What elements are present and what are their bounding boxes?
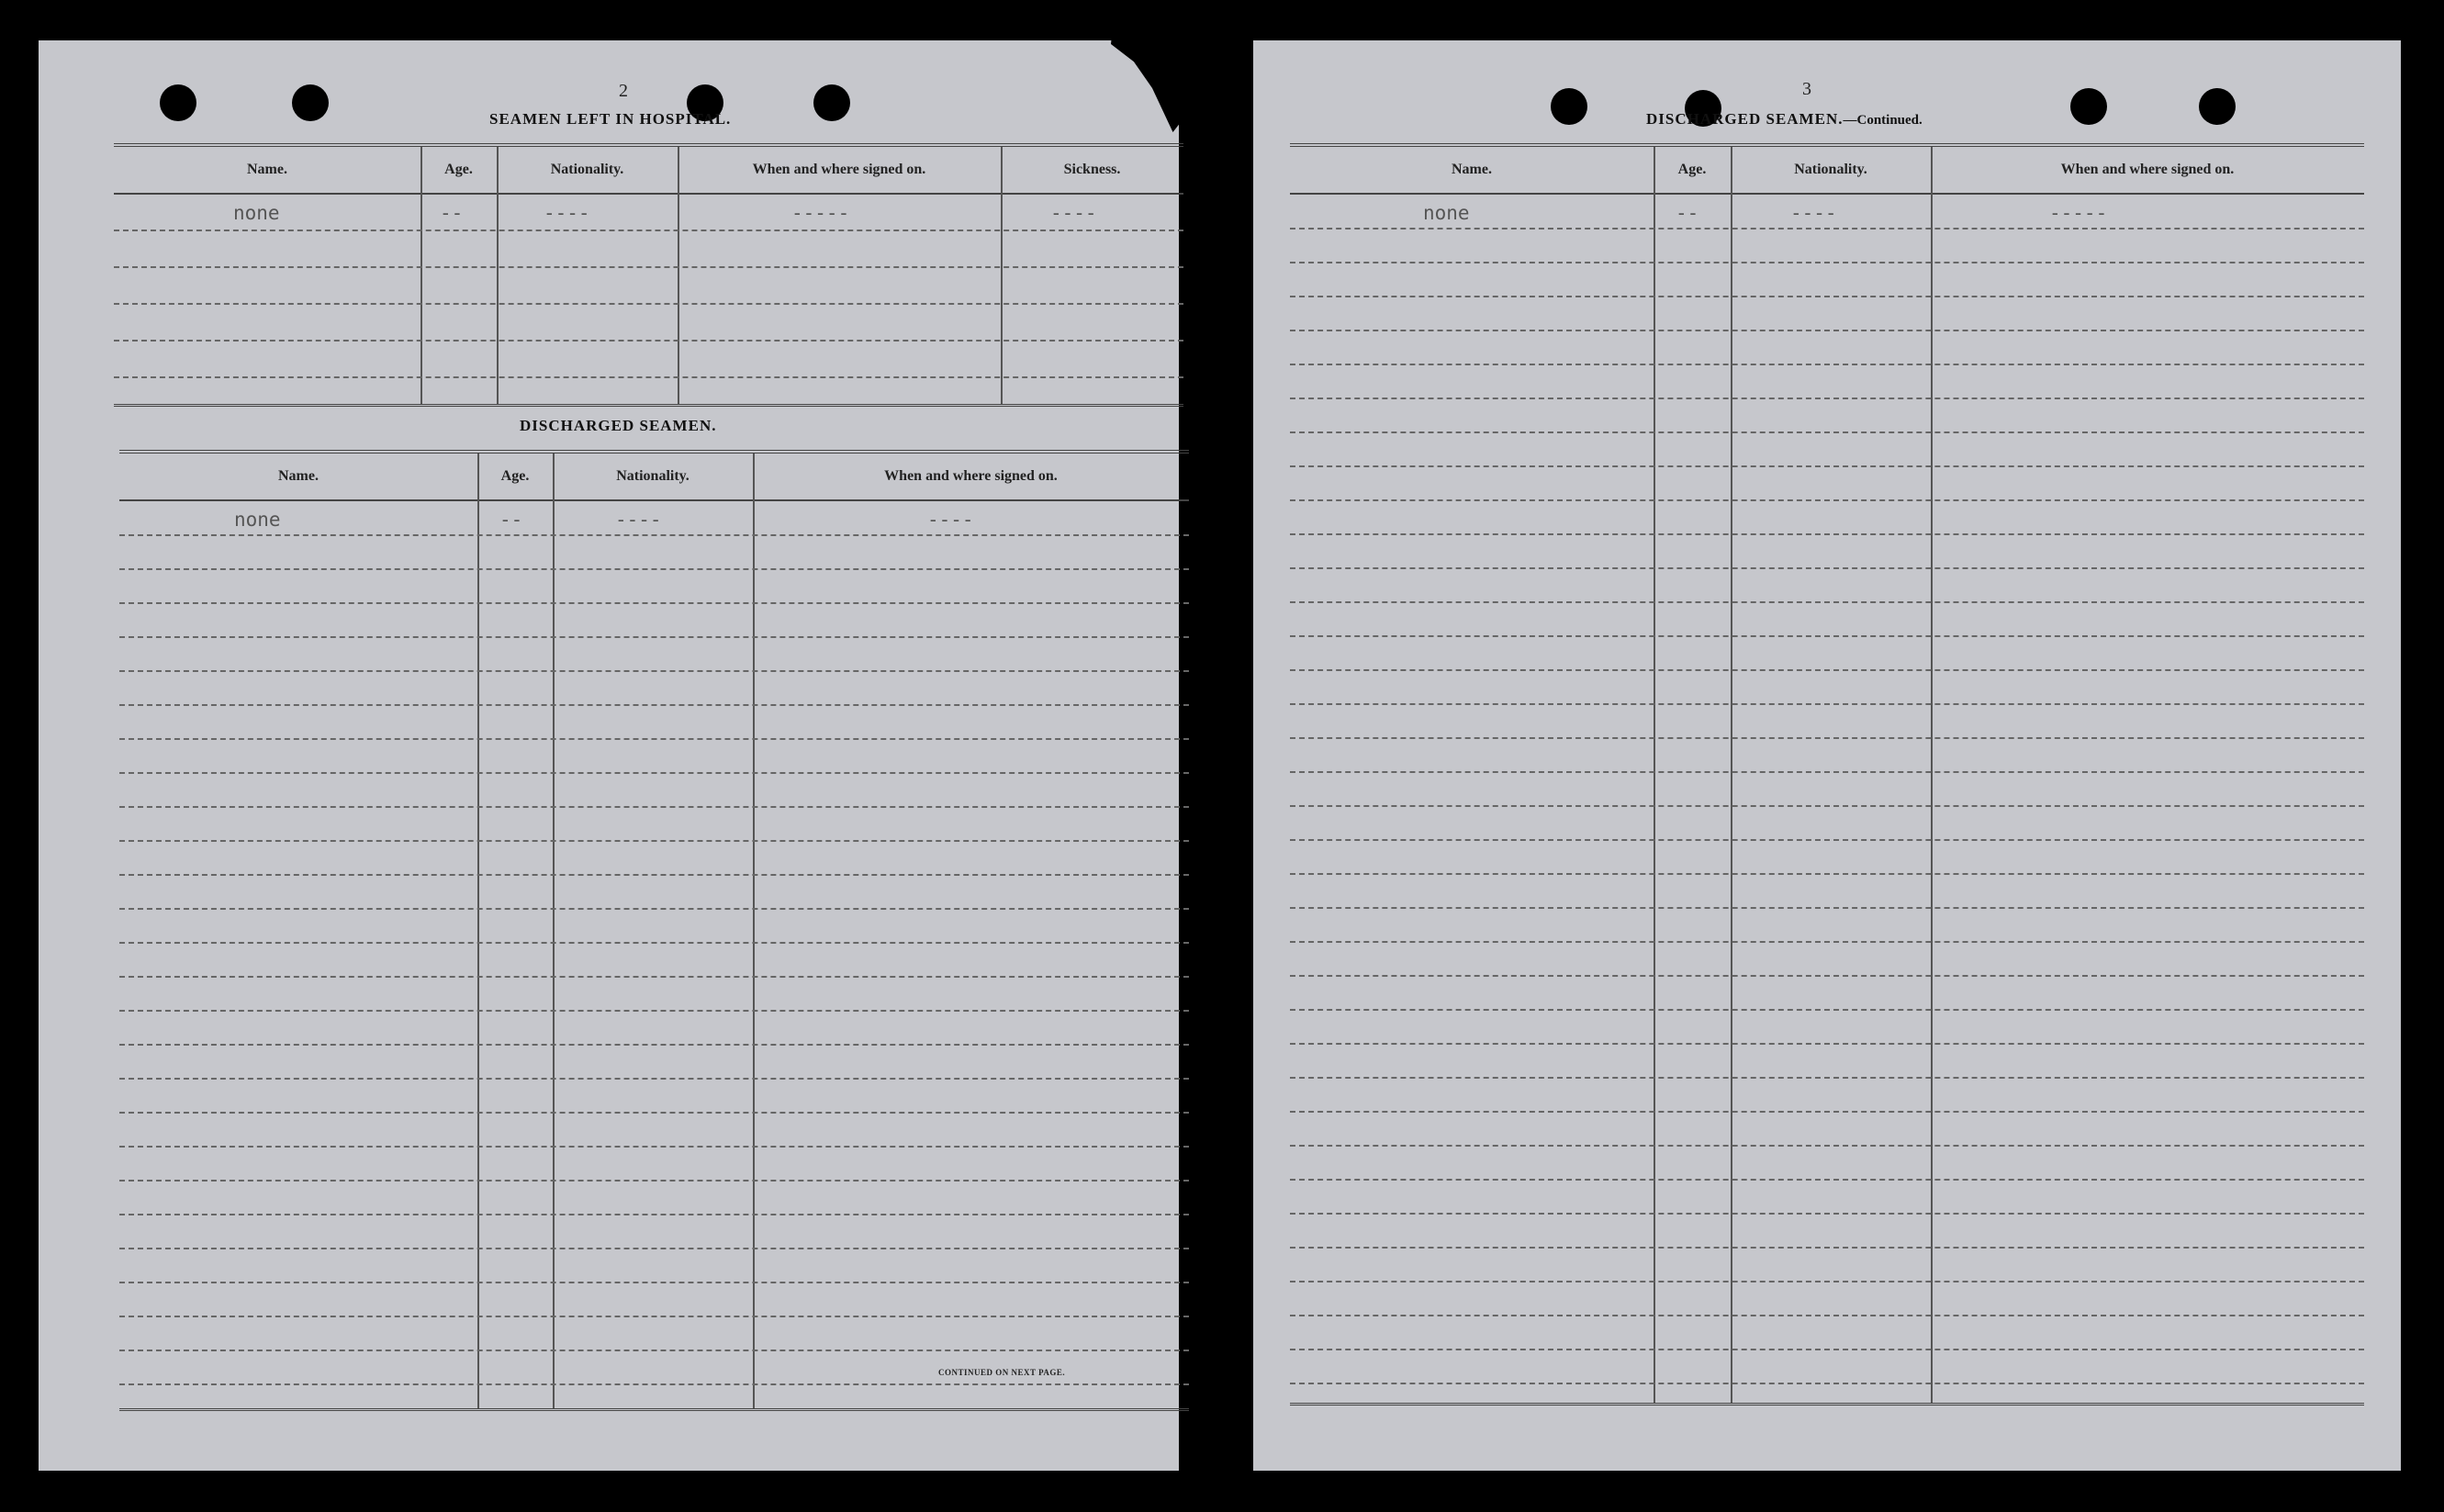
row-rule	[119, 1078, 1189, 1080]
punch-hole	[2199, 88, 2236, 125]
row-rule	[119, 534, 1189, 536]
row-rule	[119, 1248, 1189, 1249]
column-rule	[1001, 147, 1003, 404]
row-rule	[119, 874, 1189, 876]
table-header	[119, 454, 1189, 501]
row-rule	[114, 376, 1183, 378]
row-rule	[114, 266, 1183, 268]
entry-signed-on: -----	[2049, 202, 2108, 224]
col-age-header: Age.	[1677, 162, 1707, 177]
row-rule	[119, 1214, 1189, 1215]
row-rule	[119, 1383, 1189, 1385]
discharged-table	[119, 450, 1189, 1411]
entry-age: --	[499, 509, 523, 531]
row-rule	[1290, 1043, 2364, 1045]
entry-age: --	[440, 202, 464, 224]
punch-hole	[813, 84, 850, 121]
column-rule	[553, 454, 555, 1408]
row-rule	[119, 1010, 1189, 1012]
row-rule	[119, 806, 1189, 808]
punch-hole	[160, 84, 196, 121]
row-rule	[1290, 1145, 2364, 1147]
col-signed-on-header: When and where signed on.	[884, 468, 1058, 484]
col-signed-on-header: When and where signed on.	[752, 162, 926, 177]
entry-nationality: ----	[544, 202, 590, 224]
row-rule	[114, 303, 1183, 305]
hospital-section-title: SEAMEN LEFT IN HOSPITAL.	[489, 110, 732, 128]
col-age-header: Age.	[500, 468, 530, 484]
row-rule	[1290, 771, 2364, 773]
row-rule	[1290, 669, 2364, 671]
column-rule	[497, 147, 499, 404]
row-rule	[119, 840, 1189, 842]
row-rule	[119, 772, 1189, 774]
col-sickness-header: Sickness.	[1063, 162, 1121, 177]
column-rule	[753, 454, 755, 1408]
row-rule	[119, 1282, 1189, 1283]
entry-name: none	[1423, 202, 1470, 224]
continued-note: CONTINUED ON NEXT PAGE.	[938, 1368, 1066, 1377]
row-rule	[119, 602, 1189, 604]
column-rule	[678, 147, 679, 404]
row-rule	[1290, 839, 2364, 841]
row-rule	[1290, 1111, 2364, 1113]
row-rule	[114, 340, 1183, 342]
entry-name: none	[234, 509, 281, 531]
punch-hole	[1551, 88, 1587, 125]
row-rule	[1290, 567, 2364, 569]
hospital-table	[114, 143, 1183, 407]
entry-age: --	[1676, 202, 1699, 224]
row-rule	[1290, 1281, 2364, 1282]
discharged-continued-title	[1646, 110, 1923, 129]
title-suffix: —Continued.	[1843, 113, 1923, 128]
row-rule	[1290, 1247, 2364, 1249]
row-rule	[1290, 703, 2364, 705]
row-rule	[119, 568, 1189, 570]
column-rule	[420, 147, 422, 404]
row-rule	[119, 670, 1189, 672]
entry-nationality: ----	[1790, 202, 1837, 224]
col-age-header: Age.	[444, 162, 473, 177]
row-rule	[1290, 1077, 2364, 1079]
col-nationality-header: Nationality.	[616, 468, 689, 484]
row-rule	[1290, 601, 2364, 603]
row-rule	[1290, 635, 2364, 637]
row-rule	[1290, 533, 2364, 535]
row-rule	[119, 1350, 1189, 1351]
row-rule	[119, 1044, 1189, 1046]
column-rule	[477, 454, 479, 1408]
row-rule	[1290, 873, 2364, 875]
row-rule	[1290, 1179, 2364, 1181]
row-rule	[1290, 975, 2364, 977]
row-rule	[119, 738, 1189, 740]
discharged-section-title: DISCHARGED SEAMEN.	[520, 417, 717, 434]
row-rule	[1290, 330, 2364, 331]
col-name-header: Name.	[247, 162, 287, 177]
col-nationality-header: Nationality.	[1794, 162, 1867, 177]
row-rule	[1290, 1383, 2364, 1384]
row-rule	[119, 908, 1189, 910]
row-rule	[119, 704, 1189, 706]
col-signed-on-header: When and where signed on.	[2060, 162, 2235, 177]
row-rule	[1290, 228, 2364, 230]
row-rule	[1290, 364, 2364, 365]
entry-name: none	[233, 202, 280, 224]
row-rule	[119, 636, 1189, 638]
row-rule	[1290, 431, 2364, 433]
row-rule	[1290, 1349, 2364, 1350]
row-rule	[119, 942, 1189, 944]
row-rule	[119, 1180, 1189, 1182]
page-number: 3	[1802, 79, 1811, 99]
entry-signed-on: -----	[791, 202, 850, 224]
punch-hole	[292, 84, 329, 121]
row-rule	[1290, 499, 2364, 501]
col-name-header: Name.	[1452, 162, 1492, 177]
row-rule	[119, 1316, 1189, 1317]
entry-nationality: ----	[615, 509, 662, 531]
table-header	[1290, 147, 2364, 195]
row-rule	[119, 1146, 1189, 1148]
row-rule	[1290, 262, 2364, 263]
left-page	[39, 40, 1179, 1471]
row-rule	[1290, 1009, 2364, 1011]
punch-hole	[2070, 88, 2107, 125]
row-rule	[1290, 907, 2364, 909]
row-rule	[119, 1112, 1189, 1114]
row-rule	[1290, 737, 2364, 739]
entry-sickness: ----	[1050, 202, 1097, 224]
discharged-continued-table	[1290, 143, 2364, 1406]
row-rule	[1290, 1213, 2364, 1215]
row-rule	[119, 976, 1189, 978]
row-rule	[1290, 1315, 2364, 1316]
col-nationality-header: Nationality.	[550, 162, 624, 177]
entry-signed-on: ----	[927, 509, 974, 531]
right-page	[1253, 40, 2401, 1471]
row-rule	[1290, 398, 2364, 399]
page-number: 2	[619, 81, 628, 101]
row-rule	[114, 230, 1183, 231]
row-rule	[1290, 465, 2364, 467]
col-name-header: Name.	[278, 468, 319, 484]
row-rule	[1290, 805, 2364, 807]
title-text: DISCHARGED SEAMEN.	[1646, 110, 1844, 128]
table-header	[114, 147, 1183, 195]
row-rule	[1290, 941, 2364, 943]
row-rule	[1290, 296, 2364, 297]
